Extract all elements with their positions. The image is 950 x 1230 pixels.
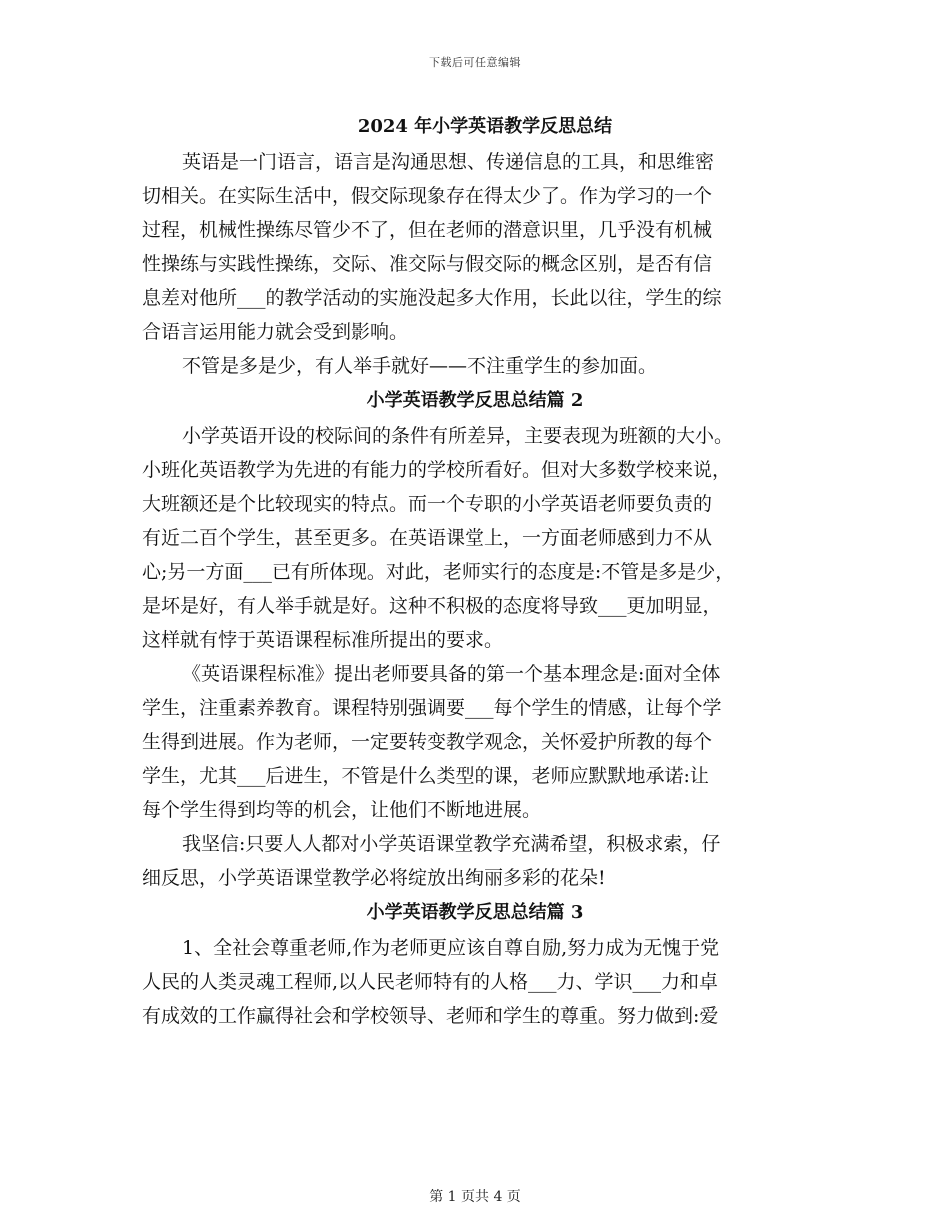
- text-line: 性操练与实践性操练，交际、准交际与假交际的概念区别，是否有信: [142, 253, 713, 275]
- text-line: 合语言运用能力就会受到影响。: [142, 321, 409, 343]
- text-line: 细反思，小学英语课堂教学必将绽放出绚丽多彩的花朵!: [142, 867, 606, 889]
- paragraph-s1-p1: [142, 145, 808, 349]
- text-line: 息差对他所___的教学活动的实施没起多大作用，长此以往，学生的综: [142, 287, 722, 309]
- text-line: 学生，尤其___后进生，不管是什么类型的课，老师应默默地承诺:让: [142, 765, 709, 787]
- text-line: 英语是一门语言，语言是沟通思想、传递信息的工具，和思维密: [182, 151, 715, 173]
- text-line: 小班化英语教学为先进的有能力的学校所看好。但对大多数学校来说，: [142, 459, 732, 481]
- text-line: 学生，注重素养教育。课程特别强调要___每个学生的情感，让每个学: [142, 697, 722, 719]
- paragraph-s3-p1: [142, 931, 808, 1033]
- page-header-note: 下载后可任意编辑: [429, 56, 521, 69]
- paragraph-s2-p2: [142, 657, 808, 827]
- paragraph-s1-p2: [142, 349, 808, 383]
- text-line: 有近二百个学生，甚至更多。在英语课堂上，一方面老师感到力不从: [142, 527, 713, 549]
- page-footer-number: 第 1 页共 4 页: [429, 1189, 521, 1205]
- text-line: 大班额还是个比较现实的特点。而一个专职的小学英语老师要负责的: [142, 493, 713, 515]
- document-body: [142, 109, 808, 1033]
- text-line: 切相关。在实际生活中，假交际现象存在得太少了。作为学习的一个: [142, 185, 713, 207]
- text-line: 不管是多是少，有人举手就好——不注重学生的参加面。: [182, 355, 658, 377]
- text-line: 人民的人类灵魂工程师,以人民老师特有的人格___力、学识___力和卓: [142, 971, 719, 993]
- text-line: 这样就有悖于英语课程标准所提出的要求。: [142, 629, 504, 651]
- text-line: 心;另一方面___已有所体现。对此，老师实行的态度是:不管是多是少，: [142, 561, 735, 583]
- document-title: 2024 年小学英语教学反思总结: [357, 116, 613, 137]
- text-line: 每个学生得到均等的机会，让他们不断地进展。: [142, 799, 542, 821]
- text-line: 我坚信:只要人人都对小学英语课堂教学充满希望，积极求索，仔: [182, 833, 721, 855]
- text-line: 1、全社会尊重老师,作为老师更应该自尊自励,努力成为无愧于党: [182, 937, 720, 959]
- text-line: 小学英语开设的校际间的条件有所差异，主要表现为班额的大小。: [182, 425, 734, 447]
- text-line: 有成效的工作赢得社会和学校领导、老师和学生的尊重。努力做到:爱: [142, 1005, 719, 1027]
- text-line: 是坏是好，有人举手就是好。这种不积极的态度将导致___更加明显，: [142, 595, 722, 617]
- text-line: 生得到进展。作为老师，一定要转变教学观念，关怀爱护所教的每个: [142, 731, 713, 753]
- text-line: 《英语课程标准》提出老师要具备的第一个基本理念是:面对全体: [182, 663, 721, 685]
- section-heading-3: 小学英语教学反思总结篇 3: [366, 902, 584, 923]
- paragraph-s2-p1: [142, 419, 808, 657]
- section-heading-2: 小学英语教学反思总结篇 2: [366, 390, 584, 411]
- paragraph-s2-p3: [142, 827, 808, 895]
- text-line: 过程，机械性操练尽管少不了，但在老师的潜意识里，几乎没有机械: [142, 219, 713, 241]
